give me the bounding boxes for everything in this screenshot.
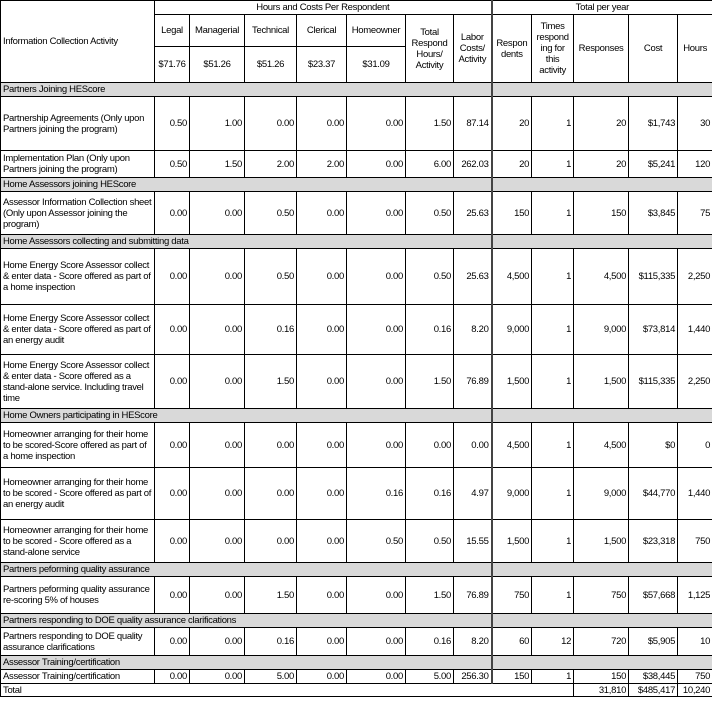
- table-row: [1, 520, 712, 563]
- legal-rate: $71.76: [155, 47, 190, 83]
- homeowner-header: Homeowner: [347, 15, 406, 47]
- value-cell: 20: [574, 151, 629, 178]
- activity-cell: Home Energy Score Assessor collect & enter data - Score offered as a stand-alone service. Including travel time: [1, 355, 155, 409]
- value-cell: 2,250: [678, 355, 712, 409]
- value-cell: 1: [532, 192, 574, 235]
- value-cell: 0.00: [155, 249, 190, 305]
- hours-costs-group-header: Hours and Costs Per Respondent: [155, 1, 492, 15]
- value-cell: 0.00: [347, 97, 406, 151]
- value-cell: $5,241: [629, 151, 678, 178]
- value-cell: 0.00: [245, 423, 297, 468]
- table-row: [1, 423, 712, 468]
- value-cell: 0.00: [245, 468, 297, 520]
- value-cell: 0.16: [245, 628, 297, 656]
- value-cell: 0.00: [297, 577, 347, 614]
- section-fill: [492, 83, 712, 97]
- value-cell: 1: [532, 355, 574, 409]
- value-cell: 0.00: [297, 670, 347, 684]
- value-cell: $57,668: [629, 577, 678, 614]
- value-cell: 0.00: [190, 192, 245, 235]
- value-cell: 0.00: [155, 670, 190, 684]
- value-cell: 25.63: [454, 192, 492, 235]
- activity-cell: Home Energy Score Assessor collect & enter data - Score offered as part of an energy audit: [1, 305, 155, 355]
- table-row: [1, 468, 712, 520]
- value-cell: 0.00: [347, 628, 406, 656]
- section-label: Partners responding to DOE quality assurance clarifications: [1, 614, 492, 628]
- activity-cell: Assessor Information Collection sheet (Only upon Assessor joining the program): [1, 192, 155, 235]
- value-cell: $23,318: [629, 520, 678, 563]
- value-cell: 256.30: [454, 670, 492, 684]
- homeowner-rate: $31.09: [347, 47, 406, 83]
- responses-header: Responses: [574, 15, 629, 83]
- times-responding-header: Times respond ing for this activity: [532, 15, 574, 83]
- activity-cell: Partners peforming quality assurance re-scoring 5% of houses: [1, 577, 155, 614]
- activity-cell: Implementation Plan (Only upon Partners joining the program): [1, 151, 155, 178]
- value-cell: 1.50: [406, 577, 454, 614]
- legal-header: Legal: [155, 15, 190, 47]
- value-cell: 0.00: [190, 577, 245, 614]
- table-row: [1, 628, 712, 656]
- section-row: [1, 563, 712, 577]
- value-cell: 20: [492, 97, 532, 151]
- value-cell: 8.20: [454, 628, 492, 656]
- value-cell: 262.03: [454, 151, 492, 178]
- table-row: [1, 192, 712, 235]
- value-cell: 0.00: [297, 423, 347, 468]
- value-cell: 0.00: [347, 577, 406, 614]
- value-cell: 1.50: [245, 355, 297, 409]
- value-cell: 150: [492, 670, 532, 684]
- section-row: [1, 235, 712, 249]
- activity-cell: Partners responding to DOE quality assurance clarifications: [1, 628, 155, 656]
- value-cell: 1: [532, 670, 574, 684]
- value-cell: 0.00: [297, 628, 347, 656]
- activity-cell: Homeowner arranging for their home to be scored - Score offered as part of an energy audit: [1, 468, 155, 520]
- value-cell: 750: [574, 577, 629, 614]
- total-cost: $485,417: [629, 684, 678, 697]
- value-cell: 0.16: [406, 305, 454, 355]
- value-cell: 0.00: [245, 97, 297, 151]
- total-hours: 10,240: [678, 684, 712, 697]
- value-cell: 0.00: [347, 305, 406, 355]
- value-cell: 0.00: [297, 97, 347, 151]
- value-cell: 0.00: [297, 355, 347, 409]
- table-row: [1, 670, 712, 684]
- value-cell: 0.00: [155, 468, 190, 520]
- value-cell: 60: [492, 628, 532, 656]
- value-cell: 0.00: [190, 305, 245, 355]
- section-fill: [492, 563, 712, 577]
- value-cell: 10: [678, 628, 712, 656]
- value-cell: 9,000: [492, 468, 532, 520]
- value-cell: $3,845: [629, 192, 678, 235]
- value-cell: $73,814: [629, 305, 678, 355]
- section-fill: [492, 409, 712, 423]
- value-cell: 15.55: [454, 520, 492, 563]
- total-per-year-group-header: Total per year: [492, 1, 712, 15]
- value-cell: 1,440: [678, 305, 712, 355]
- total-hours-header: Total Respond Hours/ Activity: [406, 15, 454, 83]
- value-cell: 0.00: [297, 249, 347, 305]
- value-cell: 20: [574, 97, 629, 151]
- value-cell: $1,743: [629, 97, 678, 151]
- activity-cell: Homeowner arranging for their home to be scored-Score offered as part of a home inspection: [1, 423, 155, 468]
- value-cell: 5.00: [406, 670, 454, 684]
- value-cell: 1: [532, 423, 574, 468]
- value-cell: 0.50: [347, 520, 406, 563]
- value-cell: 1: [532, 249, 574, 305]
- value-cell: $5,905: [629, 628, 678, 656]
- activity-cell: Homeowner arranging for their home to be scored - Score offered as a stand-alone service: [1, 520, 155, 563]
- respondents-header: Respon dents: [492, 15, 532, 83]
- value-cell: $115,335: [629, 355, 678, 409]
- value-cell: 0.16: [347, 468, 406, 520]
- value-cell: 0.50: [245, 192, 297, 235]
- value-cell: 4,500: [574, 249, 629, 305]
- managerial-rate: $51.26: [190, 47, 245, 83]
- hours-header: Hours: [678, 15, 712, 83]
- table-row: [1, 97, 712, 151]
- value-cell: 0.00: [297, 305, 347, 355]
- technical-rate: $51.26: [245, 47, 297, 83]
- value-cell: 0.00: [155, 520, 190, 563]
- value-cell: 0.00: [190, 628, 245, 656]
- value-cell: 0.00: [155, 192, 190, 235]
- value-cell: 9,000: [492, 305, 532, 355]
- value-cell: 750: [492, 577, 532, 614]
- value-cell: 1: [532, 305, 574, 355]
- value-cell: $115,335: [629, 249, 678, 305]
- activity-cell: Partnership Agreements (Only upon Partners joining the program): [1, 97, 155, 151]
- value-cell: 0.00: [347, 670, 406, 684]
- value-cell: 6.00: [406, 151, 454, 178]
- table-row: [1, 151, 712, 178]
- technical-header: Technical: [245, 15, 297, 47]
- value-cell: 0: [678, 423, 712, 468]
- section-row: [1, 409, 712, 423]
- value-cell: 0.00: [155, 628, 190, 656]
- value-cell: 5.00: [245, 670, 297, 684]
- value-cell: 0.00: [347, 423, 406, 468]
- section-row: [1, 656, 712, 670]
- value-cell: 0.50: [406, 249, 454, 305]
- value-cell: 1: [532, 97, 574, 151]
- value-cell: 0.00: [190, 670, 245, 684]
- value-cell: 1,125: [678, 577, 712, 614]
- value-cell: 0.00: [190, 355, 245, 409]
- section-row: [1, 178, 712, 192]
- value-cell: 8.20: [454, 305, 492, 355]
- value-cell: 0.00: [155, 577, 190, 614]
- value-cell: 750: [678, 520, 712, 563]
- value-cell: 0.00: [347, 151, 406, 178]
- value-cell: 0.00: [190, 468, 245, 520]
- value-cell: 76.89: [454, 577, 492, 614]
- value-cell: 76.89: [454, 355, 492, 409]
- section-label: Assessor Training/certification: [1, 656, 492, 670]
- section-fill: [492, 656, 712, 670]
- value-cell: 25.63: [454, 249, 492, 305]
- value-cell: 1.50: [190, 151, 245, 178]
- value-cell: 0.50: [406, 520, 454, 563]
- table-row: [1, 355, 712, 409]
- value-cell: 4,500: [492, 423, 532, 468]
- value-cell: 0.00: [190, 520, 245, 563]
- activity-cell: Assessor Training/certification: [1, 670, 155, 684]
- value-cell: 120: [678, 151, 712, 178]
- value-cell: 0.00: [190, 423, 245, 468]
- value-cell: 4,500: [492, 249, 532, 305]
- value-cell: $38,445: [629, 670, 678, 684]
- value-cell: 0.00: [406, 423, 454, 468]
- value-cell: 150: [574, 670, 629, 684]
- table-row: [1, 577, 712, 614]
- value-cell: 1: [532, 520, 574, 563]
- value-cell: 0.16: [245, 305, 297, 355]
- clerical-rate: $23.37: [297, 47, 347, 83]
- total-row: [1, 684, 712, 697]
- value-cell: 1,440: [678, 468, 712, 520]
- value-cell: 1.50: [406, 97, 454, 151]
- clerical-header: Clerical: [297, 15, 347, 47]
- table-row: [1, 249, 712, 305]
- value-cell: 30: [678, 97, 712, 151]
- value-cell: 0.00: [245, 520, 297, 563]
- value-cell: 2.00: [297, 151, 347, 178]
- managerial-header: Managerial: [190, 15, 245, 47]
- value-cell: 0.00: [454, 423, 492, 468]
- value-cell: 1.00: [190, 97, 245, 151]
- value-cell: 4.97: [454, 468, 492, 520]
- value-cell: 150: [574, 192, 629, 235]
- value-cell: 1.50: [406, 355, 454, 409]
- section-label: Home Assessors joining HEScore: [1, 178, 492, 192]
- section-row: [1, 83, 712, 97]
- value-cell: 750: [678, 670, 712, 684]
- value-cell: 1,500: [492, 355, 532, 409]
- value-cell: 20: [492, 151, 532, 178]
- value-cell: 0.50: [245, 249, 297, 305]
- value-cell: 0.00: [347, 249, 406, 305]
- value-cell: 1.50: [245, 577, 297, 614]
- section-label: Home Owners participating in HEScore: [1, 409, 492, 423]
- value-cell: 9,000: [574, 305, 629, 355]
- labor-costs-header: Labor Costs/ Activity: [454, 15, 492, 83]
- value-cell: 1: [532, 468, 574, 520]
- section-fill: [492, 614, 712, 628]
- value-cell: 1,500: [574, 520, 629, 563]
- value-cell: 0.50: [155, 97, 190, 151]
- value-cell: 9,000: [574, 468, 629, 520]
- total-label: Total: [1, 684, 574, 697]
- value-cell: 1,500: [574, 355, 629, 409]
- activity-cell: Home Energy Score Assessor collect & enter data - Score offered as part of a home inspection: [1, 249, 155, 305]
- value-cell: 0.00: [190, 249, 245, 305]
- section-label: Home Assessors collecting and submitting data: [1, 235, 492, 249]
- section-fill: [492, 178, 712, 192]
- value-cell: 0.50: [155, 151, 190, 178]
- section-label: Partners Joining HEScore: [1, 83, 492, 97]
- value-cell: 75: [678, 192, 712, 235]
- value-cell: 2.00: [245, 151, 297, 178]
- value-cell: 0.16: [406, 628, 454, 656]
- value-cell: 2,250: [678, 249, 712, 305]
- activity-header: Information Collection Activity: [1, 1, 155, 83]
- table-row: [1, 305, 712, 355]
- section-label: Partners peforming quality assurance: [1, 563, 492, 577]
- value-cell: 1: [532, 577, 574, 614]
- section-row: [1, 614, 712, 628]
- value-cell: 4,500: [574, 423, 629, 468]
- value-cell: 0.00: [347, 192, 406, 235]
- total-responses: 31,810: [574, 684, 629, 697]
- value-cell: 1: [532, 151, 574, 178]
- cost-header: Cost: [629, 15, 678, 83]
- value-cell: 0.00: [155, 423, 190, 468]
- value-cell: $44,770: [629, 468, 678, 520]
- value-cell: 0.00: [297, 192, 347, 235]
- value-cell: $0: [629, 423, 678, 468]
- value-cell: 87.14: [454, 97, 492, 151]
- value-cell: 0.00: [155, 355, 190, 409]
- value-cell: 0.00: [155, 305, 190, 355]
- value-cell: 0.16: [406, 468, 454, 520]
- value-cell: 0.00: [347, 355, 406, 409]
- value-cell: 720: [574, 628, 629, 656]
- value-cell: 0.00: [297, 468, 347, 520]
- value-cell: 150: [492, 192, 532, 235]
- section-fill: [492, 235, 712, 249]
- value-cell: 0.00: [297, 520, 347, 563]
- value-cell: 0.50: [406, 192, 454, 235]
- value-cell: 12: [532, 628, 574, 656]
- value-cell: 1,500: [492, 520, 532, 563]
